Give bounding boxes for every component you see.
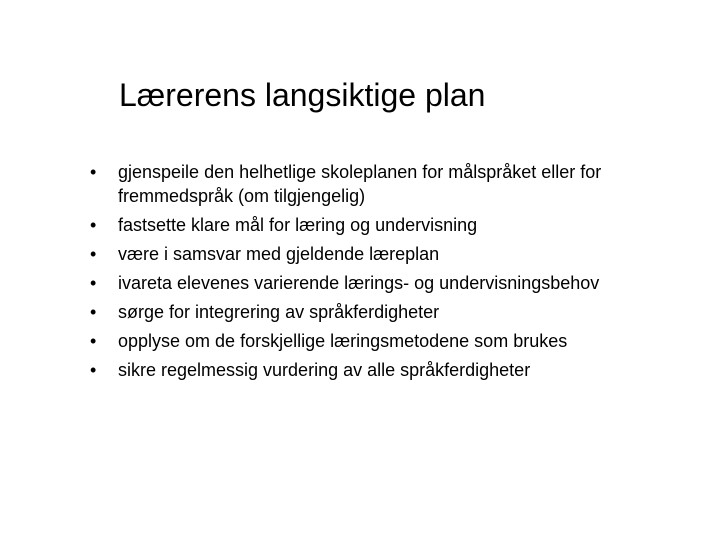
list-item-text: være i samsvar med gjeldende læreplan	[118, 244, 440, 264]
bullet-icon: •	[90, 215, 97, 235]
list-item	[90, 213, 670, 237]
list-item-text: fastsette klare mål for læring og undervisning	[118, 215, 478, 235]
list-item	[90, 242, 670, 266]
bullet-icon: •	[90, 302, 97, 322]
list-item	[90, 329, 670, 353]
bullet-icon: •	[90, 162, 97, 182]
list-item-text: sikre regelmessig vurdering av alle språkferdigheter	[118, 360, 531, 380]
list-item-text: gjenspeile den helhetlige skoleplanen for målspråket eller for fremmedspråk (om tilgjengelig)	[118, 162, 602, 206]
bullet-list	[90, 160, 670, 387]
list-item	[90, 160, 670, 208]
bullet-icon: •	[90, 360, 97, 380]
slide-title: Lærerens langsiktige plan	[119, 77, 486, 113]
bullet-icon: •	[90, 273, 97, 293]
bullet-icon: •	[90, 244, 97, 264]
list-item-text: ivareta elevenes varierende lærings- og undervisningsbehov	[118, 273, 600, 293]
bullet-icon: •	[90, 331, 97, 351]
list-item	[90, 358, 670, 382]
list-item	[90, 271, 670, 295]
list-item-text: opplyse om de forskjellige læringsmetodene som brukes	[118, 331, 568, 351]
list-item-text: sørge for integrering av språkferdigheter	[118, 302, 440, 322]
list-item	[90, 300, 670, 324]
